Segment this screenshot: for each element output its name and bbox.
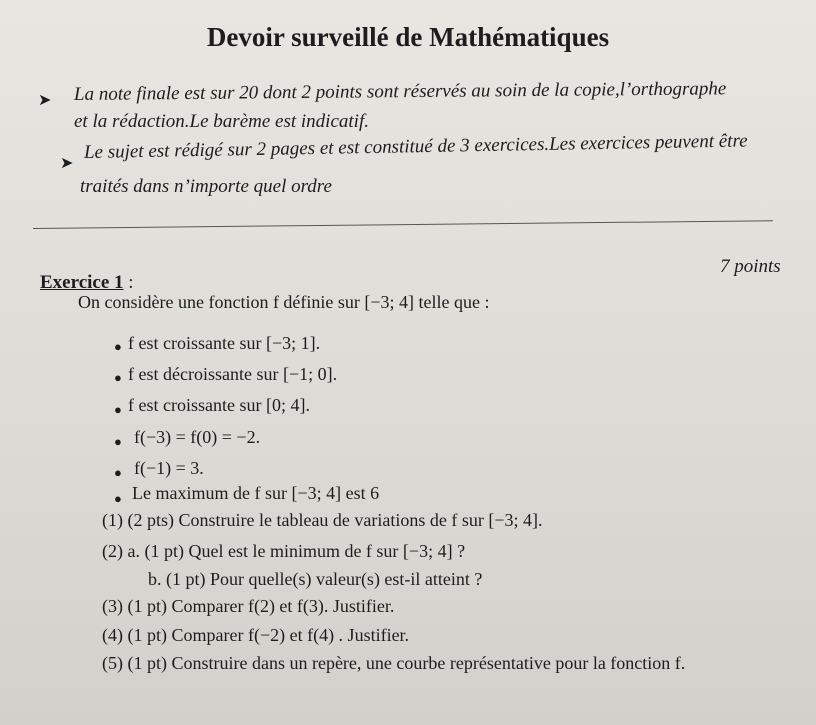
question-5: (5) (1 pt) Construire dans un repère, une courbe représentative pour la fonction f. [102,653,686,673]
question-3: (3) (1 pt) Comparer f(2) et f(3). Justifier. [102,596,395,616]
bullet-dot-icon: ● [114,339,122,354]
note-1-line-1: La note finale est sur 20 dont 2 points sont réservés au soin de la copie,l’orthographe [73,78,727,105]
exercise-label: Exercice 1 [40,272,124,293]
exercise-intro: On considère une fonction f définie sur [−3; 4] telle que : [78,292,490,312]
question-2a: (2) a. (1 pt) Quel est le minimum de f sur [−3; 4] ? [102,541,466,561]
condition-item: f est croissante sur [−3; 1]. [128,333,321,353]
condition-item: Le maximum de f sur [−3; 4] est 6 [132,483,380,503]
question-4: (4) (1 pt) Comparer f(−2) et f(4) . Justifier. [102,625,410,645]
exercise-points: 7 points [720,256,781,277]
note-2-line-2: traités dans n’importe quel ordre [80,176,332,197]
arrow-bullet-icon: ➤ [60,155,74,172]
note-1-line-2: et la rédaction.Le barème est indicatif. [74,111,369,132]
question-1: (1) (2 pts) Construire le tableau de variations de f sur [−3; 4]. [102,510,543,530]
question-2b: b. (1 pt) Pour quelle(s) valeur(s) est-il atteint ? [148,569,483,589]
divider [33,220,773,229]
bullet-dot-icon: ● [114,434,122,449]
bullet-dot-icon: ● [114,370,122,385]
bullet-dot-icon: ● [114,402,122,417]
condition-item: f est croissante sur [0; 4]. [128,395,310,415]
note-2-line-1: Le sujet est rédigé sur 2 pages et est constitué de 3 exercices.Les exercices peuvent être [83,130,748,163]
condition-item: f(−1) = 3. [134,458,204,478]
page-title: Devoir surveillé de Mathématiques [206,22,610,52]
condition-item: f(−3) = f(0) = −2. [134,427,261,447]
bullet-dot-icon: ● [114,465,122,480]
exercise-heading [40,272,134,294]
exercise-colon: : [128,272,134,293]
condition-item: f est décroissante sur [−1; 0]. [128,364,338,384]
bullet-dot-icon: ● [114,491,122,506]
arrow-bullet-icon: ➤ [38,92,52,109]
